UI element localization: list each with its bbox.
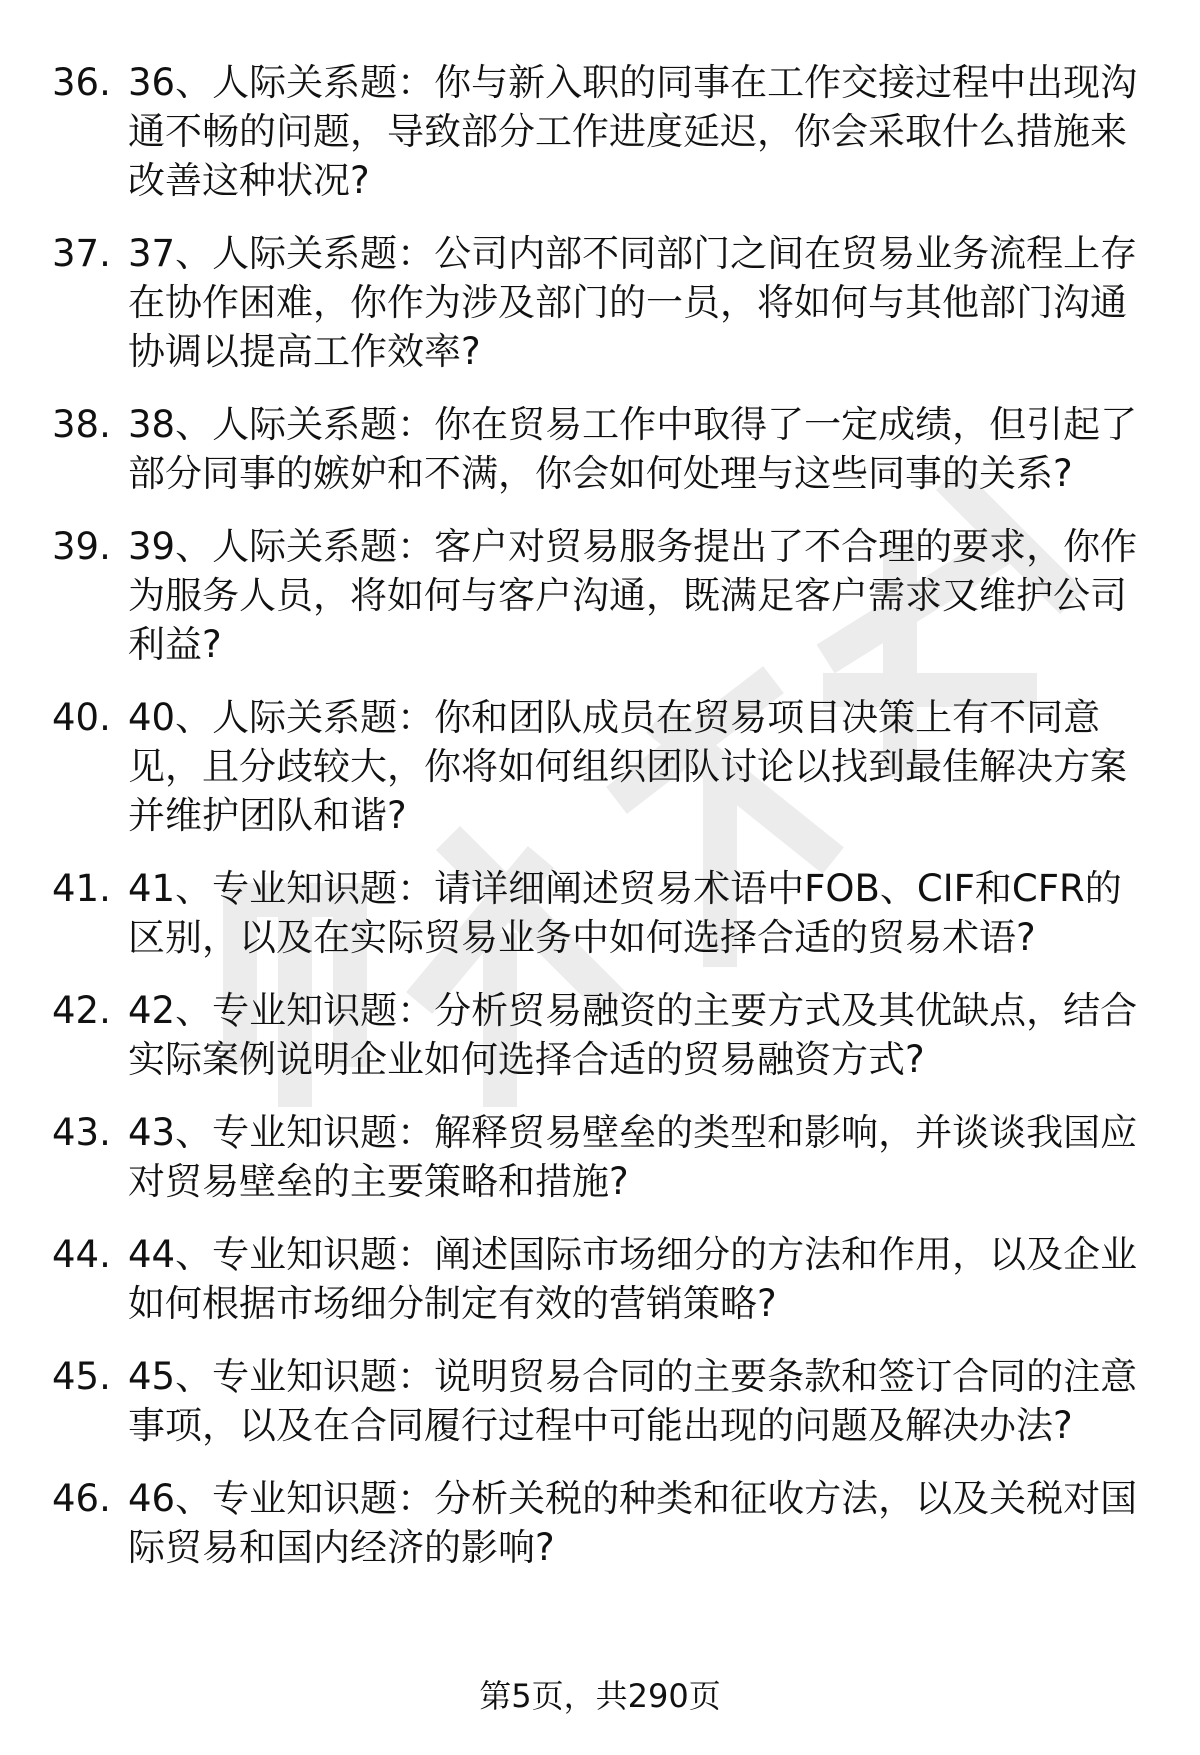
question-number: 44. xyxy=(52,1233,111,1276)
question-number: 36. xyxy=(52,61,111,104)
question-text: 40、人际关系题：你和团队成员在贸易项目决策上有不同意见，且分歧较大，你将如何组织团队讨论以找到最佳解决方案并维护团队和谐? xyxy=(128,696,1127,837)
question-text: 39、人际关系题：客户对贸易服务提出了不合理的要求，你作为服务人员，将如何与客户沟通，既满足客户需求又维护公司利益? xyxy=(128,525,1138,666)
question-item xyxy=(0,58,1200,205)
question-number: 43. xyxy=(52,1111,111,1154)
question-text: 46、专业知识题：分析关税的种类和征收方法，以及关税对国际贸易和国内经济的影响? xyxy=(128,1477,1138,1569)
question-item xyxy=(0,1474,1200,1572)
question-number: 39. xyxy=(52,525,111,568)
question-text: 38、人际关系题：你在贸易工作中取得了一定成绩，但引起了部分同事的嫉妒和不满，你会如何处理与这些同事的关系? xyxy=(128,403,1138,495)
question-item xyxy=(0,1108,1200,1206)
question-item xyxy=(0,400,1200,498)
question-text: 43、专业知识题：解释贸易壁垒的类型和影响，并谈谈我国应对贸易壁垒的主要策略和措施? xyxy=(128,1111,1138,1203)
question-number: 45. xyxy=(52,1355,111,1398)
question-number: 46. xyxy=(52,1477,111,1520)
question-list xyxy=(0,58,1200,1596)
question-item xyxy=(0,1230,1200,1328)
question-item xyxy=(0,1352,1200,1450)
question-item xyxy=(0,693,1200,840)
question-text: 36、人际关系题：你与新入职的同事在工作交接过程中出现沟通不畅的问题，导致部分工作进度延迟，你会采取什么措施来改善这种状况? xyxy=(128,61,1138,202)
page-footer xyxy=(0,1676,1200,1716)
question-text: 41、专业知识题：请详细阐述贸易术语中FOB、CIF和CFR的区别，以及在实际贸易业务中如何选择合适的贸易术语? xyxy=(128,867,1122,959)
question-number: 42. xyxy=(52,989,111,1032)
question-item xyxy=(0,229,1200,376)
question-number: 38. xyxy=(52,403,111,446)
question-text: 37、人际关系题：公司内部不同部门之间在贸易业务流程上存在协作困难，你作为涉及部门的一员，将如何与其他部门沟通协调以提高工作效率? xyxy=(128,232,1138,373)
question-item xyxy=(0,522,1200,669)
page-number-label: 第5页，共290页 xyxy=(479,1677,721,1715)
question-number: 40. xyxy=(52,696,111,739)
question-item xyxy=(0,986,1200,1084)
question-text: 45、专业知识题：说明贸易合同的主要条款和签订合同的注意事项，以及在合同履行过程中可能出现的问题及解决办法? xyxy=(128,1355,1138,1447)
question-text: 42、专业知识题：分析贸易融资的主要方式及其优缺点，结合实际案例说明企业如何选择合适的贸易融资方式? xyxy=(128,989,1138,1081)
question-text: 44、专业知识题：阐述国际市场细分的方法和作用，以及企业如何根据市场细分制定有效的营销策略? xyxy=(128,1233,1138,1325)
question-item xyxy=(0,864,1200,962)
question-number: 37. xyxy=(52,232,111,275)
question-number: 41. xyxy=(52,867,111,910)
